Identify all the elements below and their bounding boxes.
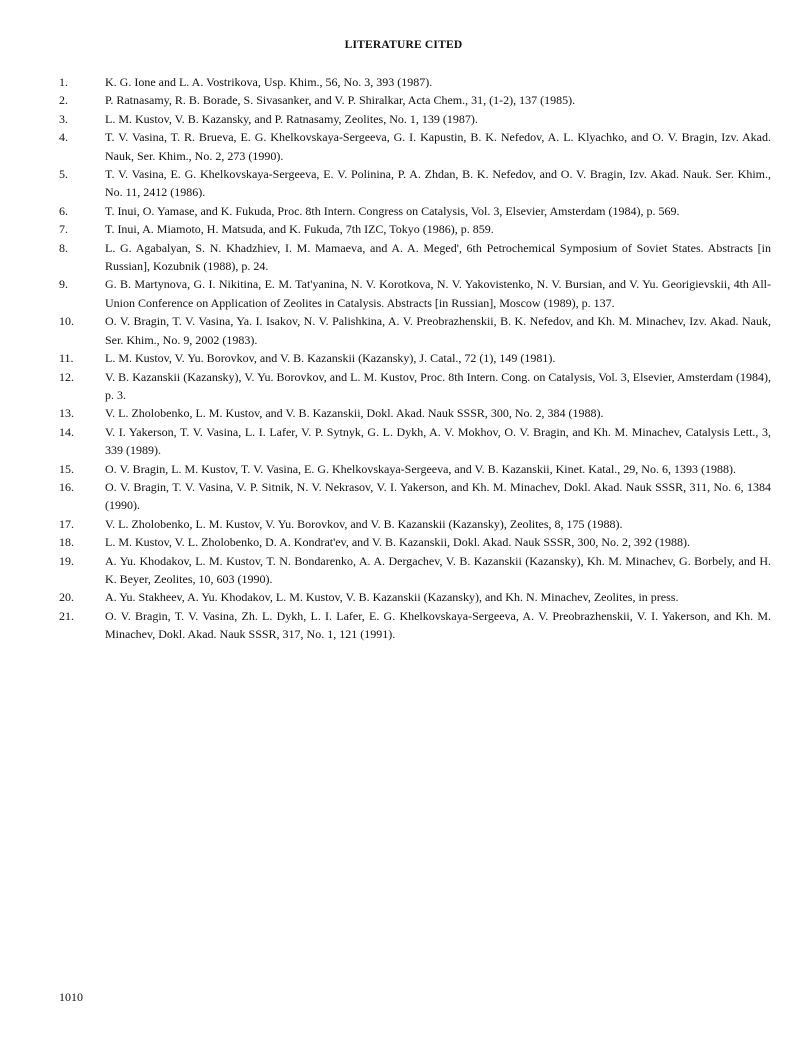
reference-number: 19. — [59, 553, 74, 568]
reference-number: 1. — [59, 75, 68, 89]
reference-number: 13. — [59, 406, 74, 421]
reference-item — [59, 423, 771, 460]
reference-text: G. B. Martynova, G. I. Nikitina, E. M. Tat'yanina, N. V. Korotkova, N. V. Yakovistenko, N. V. Bursian, and V. Yu. Georigievskii, 4th All-Union Conference on Application of Zeolites in Catalysis. Abstracts [in Russian], Moscow (1989), p. 137. — [105, 277, 771, 310]
reference-number: 14. — [59, 424, 74, 439]
reference-item — [59, 588, 771, 606]
reference-number: 3. — [59, 111, 68, 126]
reference-text: L. M. Kustov, V. L. Zholobenko, D. A. Kondrat'ev, and V. B. Kazanskii, Dokl. Akad. Nauk SSSR, 300, No. 2, 392 (1988). — [105, 535, 691, 550]
reference-text: T. V. Vasina, T. R. Brueva, E. G. Khelkovskaya-Sergeeva, G. I. Kapustin, B. K. Nefedov, A. L. Klyachko, and O. V. Bragin, Izv. Akad. Nauk, Ser. Khim., No. 2, 273 (1990). — [105, 130, 771, 163]
reference-number: 18. — [59, 535, 74, 550]
reference-text: V. L. Zholobenko, L. M. Kustov, V. Yu. Borovkov, and V. B. Kazanskii (Kazansky), Zeolites, 8, 175 (1988). — [105, 516, 623, 531]
reference-number: 7. — [59, 222, 68, 237]
reference-list — [59, 73, 771, 644]
reference-number: 6. — [59, 203, 68, 218]
reference-item — [59, 349, 771, 367]
reference-text: V. L. Zholobenko, L. M. Kustov, and V. B. Kazanskii, Dokl. Akad. Nauk SSSR, 300, No. 2, 384 (1988). — [105, 406, 604, 421]
reference-number: 20. — [59, 590, 74, 605]
reference-item — [59, 91, 771, 109]
page-number: 1010 — [59, 990, 83, 1004]
reference-number: 10. — [59, 314, 74, 329]
reference-text: O. V. Bragin, T. V. Vasina, Ya. I. Isakov, N. V. Palishkina, A. V. Preobrazhenskii, B. K. Nefedov, and Kh. M. Minachev, Izv. Akad. Nauk, Ser. Khim., No. 9, 2002 (1983). — [105, 314, 771, 347]
reference-item — [59, 607, 771, 644]
reference-text: V. B. Kazanskii (Kazansky), V. Yu. Borovkov, and L. M. Kustov, Proc. 8th Intern. Cong. on Catalysis, Vol. 3, Elsevier, Amsterdam (1984), p. 3. — [105, 369, 771, 402]
reference-number: 15. — [59, 461, 74, 476]
reference-text: T. Inui, A. Miamoto, H. Matsuda, and K. Fukuda, 7th IZC, Tokyo (1986), p. 859. — [105, 222, 494, 237]
reference-item — [59, 515, 771, 533]
reference-item — [59, 202, 771, 220]
reference-number: 12. — [59, 369, 74, 384]
reference-item — [59, 239, 771, 276]
reference-item — [59, 128, 771, 165]
reference-number: 8. — [59, 240, 68, 255]
reference-item — [59, 312, 771, 349]
reference-item — [59, 110, 771, 128]
reference-number: 5. — [59, 167, 68, 182]
reference-text: T. V. Vasina, E. G. Khelkovskaya-Sergeeva, E. V. Polinina, P. A. Zhdan, B. K. Nefedov, and O. V. Bragin, Izv. Akad. Nauk. Ser. Khim., No. 11, 2412 (1986). — [105, 167, 771, 200]
reference-number: 21. — [59, 608, 74, 623]
reference-number: 16. — [59, 479, 74, 494]
reference-text: O. V. Bragin, T. V. Vasina, Zh. L. Dykh, L. I. Lafer, E. G. Khelkovskaya-Sergeeva, A. V. Preobrazhenskii, V. I. Yakerson, and Kh. M. Minachev, Dokl. Akad. Nauk SSSR, 317, No. 1, 121 (1991). — [105, 608, 771, 642]
reference-text: L. M. Kustov, V. Yu. Borovkov, and V. B. Kazanskii (Kazansky), J. Catal., 72 (1), 149 (1981). — [105, 351, 556, 366]
reference-number: 2. — [59, 93, 68, 108]
reference-item — [59, 552, 771, 589]
reference-text: T. Inui, O. Yamase, and K. Fukuda, Proc. 8th Intern. Congress on Catalysis, Vol. 3, Elsevier, Amsterdam (1984), p. 569. — [105, 203, 680, 218]
reference-item — [59, 478, 771, 515]
reference-text: L. G. Agabalyan, S. N. Khadzhiev, I. M. Mamaeva, and A. A. Meged', 6th Petrochemical Symposium of Soviet States. Abstracts [in Russian], Kozubnik (1988), p. 24. — [105, 240, 771, 274]
reference-item — [59, 533, 771, 551]
reference-item — [59, 368, 771, 405]
reference-item — [59, 165, 771, 202]
reference-text: A. Yu. Stakheev, A. Yu. Khodakov, L. M. Kustov, V. B. Kazanskii (Kazansky), and Kh. N. Minachev, Zeolites, in press. — [105, 590, 679, 605]
reference-number: 4. — [59, 130, 68, 145]
reference-item — [59, 220, 771, 238]
reference-number: 9. — [59, 277, 68, 292]
reference-text: K. G. Ione and L. A. Vostrikova, Usp. Khim., 56, No. 3, 393 (1987). — [105, 75, 433, 89]
reference-text: A. Yu. Khodakov, L. M. Kustov, T. N. Bondarenko, A. A. Dergachev, V. B. Kazanskii (Kazansky), Kh. M. Minachev, G. Borbely, and H. K. Beyer, Zeolites, 10, 603 (1990). — [105, 553, 771, 586]
reference-text: P. Ratnasamy, R. B. Borade, S. Sivasanker, and V. P. Shiralkar, Acta Chem., 31, (1-2), 137 (1985). — [105, 93, 576, 108]
reference-text: V. I. Yakerson, T. V. Vasina, L. I. Lafer, V. P. Sytnyk, G. L. Dykh, A. V. Mokhov, O. V. Bragin, and Kh. M. Minachev, Catalysis Lett., 3, 339 (1989). — [105, 424, 771, 458]
reference-number: 11. — [59, 351, 74, 366]
reference-text: O. V. Bragin, L. M. Kustov, T. V. Vasina, E. G. Khelkovskaya-Sergeeva, and V. B. Kazanskii, Kinet. Katal., 29, No. 6, 1393 (1988). — [105, 461, 736, 476]
reference-number: 17. — [59, 516, 74, 531]
reference-text: L. M. Kustov, V. B. Kazansky, and P. Ratnasamy, Zeolites, No. 1, 139 (1987). — [105, 111, 478, 126]
reference-item — [59, 73, 771, 91]
reference-text: O. V. Bragin, T. V. Vasina, V. P. Sitnik, N. V. Nekrasov, V. I. Yakerson, and Kh. M. Minachev, Dokl. Akad. Nauk SSSR, 311, No. 6, 1384 (1990). — [105, 479, 771, 513]
section-heading: LITERATURE CITED — [344, 39, 463, 51]
reference-item — [59, 404, 771, 422]
reference-item — [59, 275, 771, 312]
reference-item — [59, 460, 771, 478]
